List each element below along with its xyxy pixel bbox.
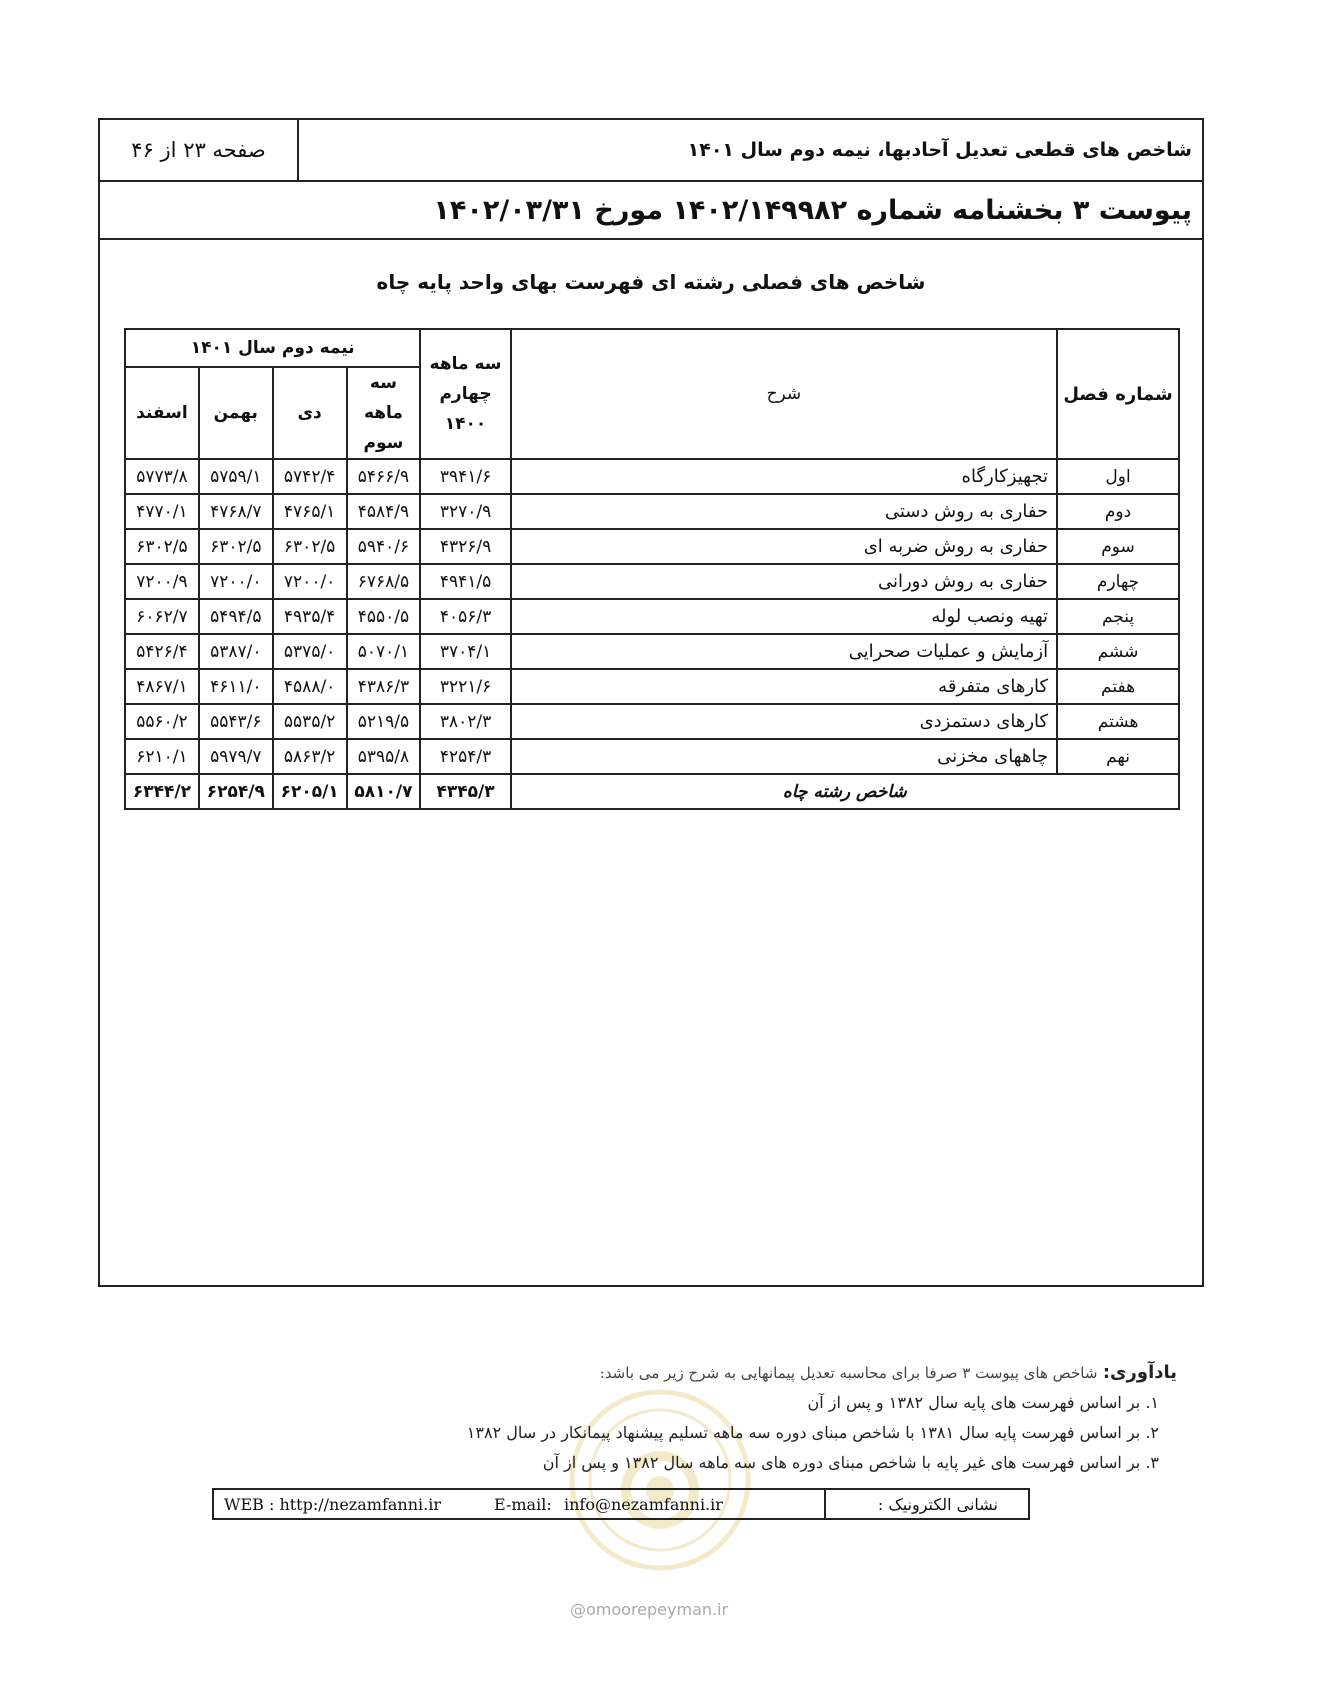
q4-1400-cell: ۳۲۷۰/۹ (420, 494, 510, 529)
dey-cell: ۴۹۳۵/۴ (273, 599, 347, 634)
q3-cell: ۵۰۷۰/۱ (347, 634, 421, 669)
dey-cell: ۵۷۴۲/۴ (273, 459, 347, 494)
bahman-cell: ۵۷۵۹/۱ (199, 459, 273, 494)
esfand-cell: ۶۰۶۲/۷ (125, 599, 199, 634)
dey-cell: ۴۷۶۵/۱ (273, 494, 347, 529)
col-esfand: اسفند (125, 367, 199, 459)
chapter-cell: دوم (1057, 494, 1179, 529)
list-item: ۱. بر اساس فهرست های پایه سال ۱۳۸۲ و پس از آن (807, 1393, 1159, 1412)
table-row (125, 704, 1179, 739)
col-dey: دی (273, 367, 347, 459)
table-row (125, 494, 1179, 529)
total-esfand: ۶۳۴۴/۲ (125, 774, 199, 809)
reminder-list (297, 1388, 1177, 1478)
header-row (100, 120, 1202, 182)
description-cell: حفاری به روش دستی (511, 494, 1057, 529)
q4-1400-cell: ۴۳۲۶/۹ (420, 529, 510, 564)
reminder-section (297, 1358, 1177, 1478)
q4-1400-cell: ۳۹۴۱/۶ (420, 459, 510, 494)
description-cell: آزمایش و عملیات صحرایی (511, 634, 1057, 669)
col-chapter: شماره فصل (1057, 329, 1179, 459)
esfand-cell: ۵۷۷۳/۸ (125, 459, 199, 494)
esfand-cell: ۶۳۰۲/۵ (125, 529, 199, 564)
table-row (125, 459, 1179, 494)
q3-cell: ۵۹۴۰/۶ (347, 529, 421, 564)
email-label: E-mail: (494, 1494, 552, 1514)
chapter-cell: ششم (1057, 634, 1179, 669)
dey-cell: ۶۳۰۲/۵ (273, 529, 347, 564)
description-cell: کارهای دستمزدی (511, 704, 1057, 739)
col-q3: سه ماهه سوم (347, 367, 421, 459)
bahman-cell: ۵۹۷۹/۷ (199, 739, 273, 774)
description-cell: تجهیزکارگاه (511, 459, 1057, 494)
q4-1400-cell: ۳۸۰۲/۳ (420, 704, 510, 739)
index-table (124, 328, 1180, 810)
description-cell: کارهای متفرقه (511, 669, 1057, 704)
total-q4-1400: ۴۳۴۵/۳ (420, 774, 510, 809)
table-row (125, 564, 1179, 599)
total-label: شاخص رشته چاه (511, 774, 1179, 809)
dey-cell: ۴۵۸۸/۰ (273, 669, 347, 704)
bahman-cell: ۵۴۹۴/۵ (199, 599, 273, 634)
q3-cell: ۵۲۱۹/۵ (347, 704, 421, 739)
col-q4-1400: سه ماهه چهارم ۱۴۰۰ (420, 329, 510, 459)
list-item: ۳. بر اساس فهرست های غیر پایه با شاخص مبنای دوره های سه ماهه سال ۱۳۸۲ و پس از آن (542, 1453, 1159, 1472)
esfand-cell: ۶۲۱۰/۱ (125, 739, 199, 774)
list-item: ۲. بر اساس فهرست پایه سال ۱۳۸۱ با شاخص مبنای دوره سه ماهه تسلیم پیشنهاد پیمانکار در سال ۱۳۸۲ (466, 1423, 1159, 1442)
q3-cell: ۴۵۸۴/۹ (347, 494, 421, 529)
total-row (125, 774, 1179, 809)
esfand-cell: ۴۷۷۰/۱ (125, 494, 199, 529)
q3-cell: ۵۳۹۵/۸ (347, 739, 421, 774)
reminder-heading: یادآوری: (1102, 1362, 1177, 1383)
bahman-cell: ۴۶۱۱/۰ (199, 669, 273, 704)
dey-cell: ۵۸۶۳/۲ (273, 739, 347, 774)
q3-cell: ۴۳۸۶/۳ (347, 669, 421, 704)
esfand-cell: ۵۵۶۰/۲ (125, 704, 199, 739)
table-row (125, 529, 1179, 564)
bahman-cell: ۴۷۶۸/۷ (199, 494, 273, 529)
esfand-cell: ۵۴۲۶/۴ (125, 634, 199, 669)
page-frame (98, 118, 1204, 1287)
table-row (125, 599, 1179, 634)
chapter-cell: پنجم (1057, 599, 1179, 634)
watermark: @omoorepeyman.ir (570, 1600, 729, 1619)
col-description: شرح (511, 329, 1057, 459)
description-cell: حفاری به روش ضربه ای (511, 529, 1057, 564)
q4-1400-cell: ۳۷۰۴/۱ (420, 634, 510, 669)
total-bahman: ۶۲۵۴/۹ (199, 774, 273, 809)
total-dey: ۶۲۰۵/۱ (273, 774, 347, 809)
q4-1400-cell: ۳۲۲۱/۶ (420, 669, 510, 704)
q4-1400-cell: ۴۹۴۱/۵ (420, 564, 510, 599)
col-group-h2-1401: نیمه دوم سال ۱۴۰۱ (125, 329, 420, 367)
email-link[interactable]: info@nezamfanni.ir (564, 1494, 723, 1514)
bahman-cell: ۵۳۸۷/۰ (199, 634, 273, 669)
dey-cell: ۷۲۰۰/۰ (273, 564, 347, 599)
contact-label: نشانی الکترونیک : (824, 1490, 1028, 1518)
bahman-cell: ۷۲۰۰/۰ (199, 564, 273, 599)
web-link[interactable]: WEB : http://nezamfanni.ir (224, 1494, 441, 1514)
total-q3: ۵۸۱۰/۷ (347, 774, 421, 809)
description-cell: تهیه ونصب لوله (511, 599, 1057, 634)
q3-cell: ۴۵۵۰/۵ (347, 599, 421, 634)
description-cell: حفاری به روش دورانی (511, 564, 1057, 599)
bahman-cell: ۵۵۴۳/۶ (199, 704, 273, 739)
reminder-intro: شاخص های پیوست ۳ صرفا برای محاسبه تعدیل پیمانهایی به شرح زیر می باشد: (599, 1364, 1098, 1382)
chapter-cell: نهم (1057, 739, 1179, 774)
chapter-cell: هفتم (1057, 669, 1179, 704)
description-cell: چاههای مخزنی (511, 739, 1057, 774)
bahman-cell: ۶۳۰۲/۵ (199, 529, 273, 564)
sheet-title: شاخص های فصلی رشته ای فهرست بهای واحد پایه چاه (376, 270, 926, 294)
q4-1400-cell: ۴۰۵۶/۳ (420, 599, 510, 634)
chapter-cell: چهارم (1057, 564, 1179, 599)
table-row (125, 669, 1179, 704)
esfand-cell: ۴۸۶۷/۱ (125, 669, 199, 704)
chapter-cell: هشتم (1057, 704, 1179, 739)
q4-1400-cell: ۴۲۵۴/۳ (420, 739, 510, 774)
contact-box (212, 1488, 1030, 1520)
q3-cell: ۶۷۶۸/۵ (347, 564, 421, 599)
dey-cell: ۵۳۷۵/۰ (273, 634, 347, 669)
col-bahman: بهمن (199, 367, 273, 459)
annex-title: پیوست ۳ بخشنامه شماره ۱۴۰۲/۱۴۹۹۸۲ مورخ ۱۴۰۲/۰۳/۳۱ (100, 182, 1202, 240)
dey-cell: ۵۵۳۵/۲ (273, 704, 347, 739)
q3-cell: ۵۴۶۶/۹ (347, 459, 421, 494)
table-row (125, 634, 1179, 669)
chapter-cell: سوم (1057, 529, 1179, 564)
document-title: شاخص های قطعی تعدیل آحادبها، نیمه دوم سال ۱۴۰۱ (687, 139, 1192, 161)
contact-values (214, 1490, 824, 1518)
esfand-cell: ۷۲۰۰/۹ (125, 564, 199, 599)
table-row (125, 739, 1179, 774)
chapter-cell: اول (1057, 459, 1179, 494)
page-number: صفحه ۲۳ از ۴۶ (100, 120, 299, 180)
